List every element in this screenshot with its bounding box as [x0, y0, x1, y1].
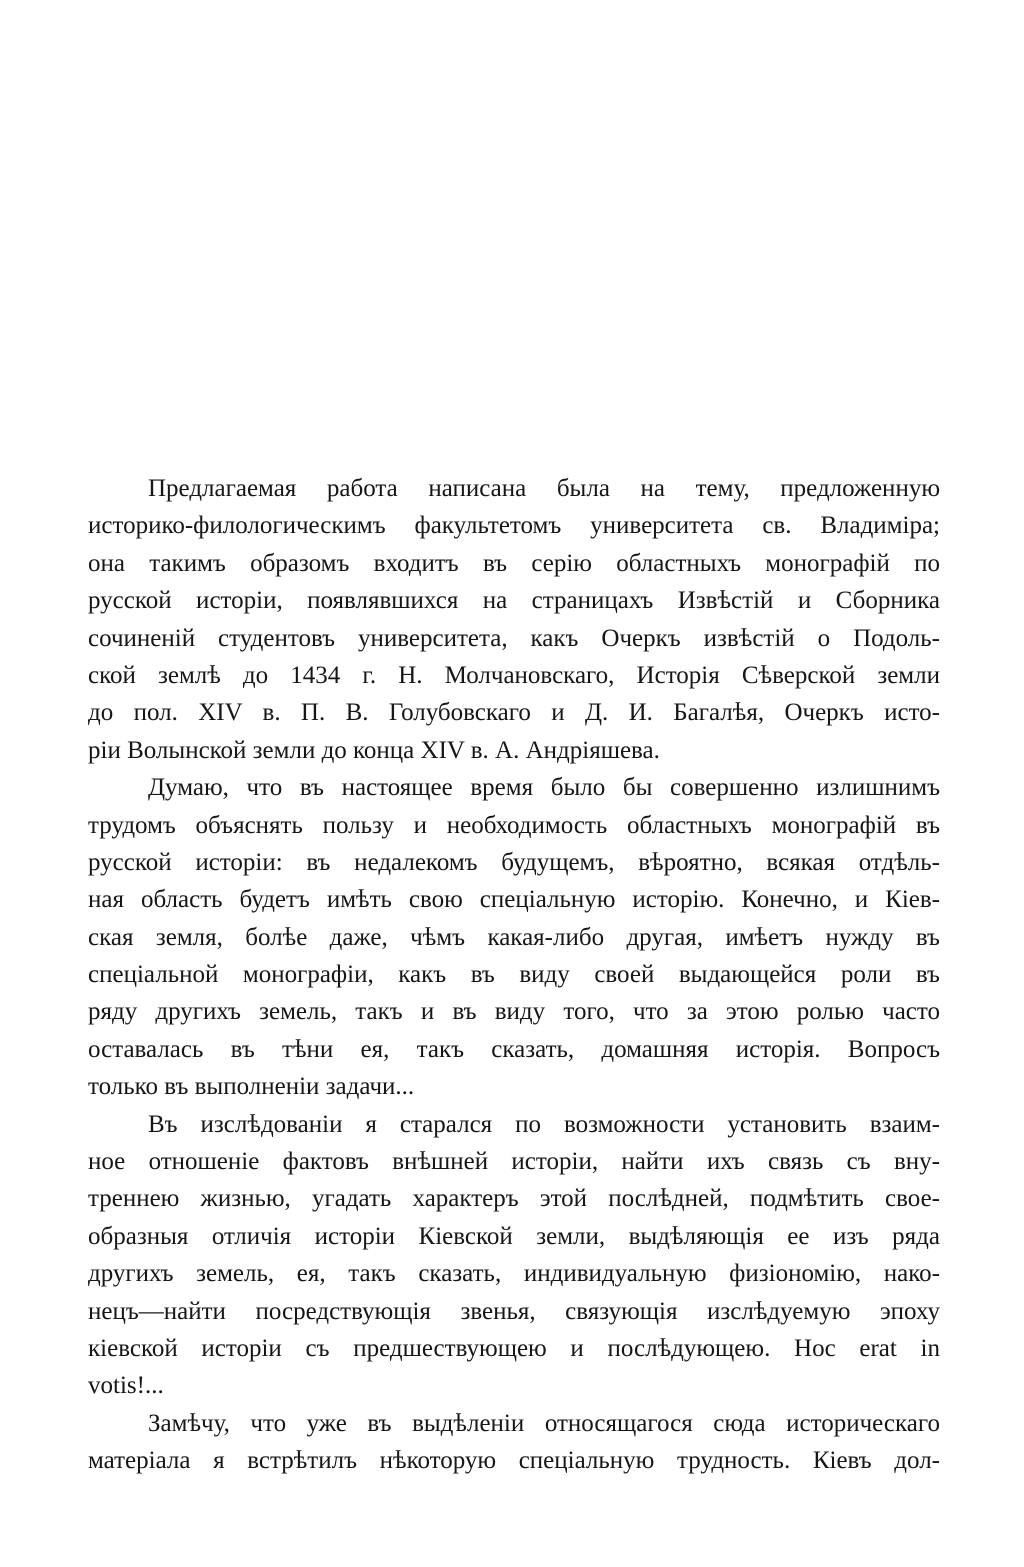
text-line: образныя отличія исторіи Кіевской земли, выдѣляющія ее изъ ряда: [88, 1222, 940, 1250]
text-line: оставалась въ тѣни ея, такъ сказать, домашняя исторія. Вопросъ: [88, 1035, 940, 1063]
text-line: кіевской исторіи съ предшествующею и послѣдующею. Hoc erat in: [88, 1334, 940, 1362]
text-line: историко-филологическимъ факультетомъ университета св. Владиміра;: [88, 512, 940, 540]
text-line: русской исторіи, появлявшихся на страницахъ Извѣстій и Сборника: [88, 587, 940, 615]
paragraph: [88, 470, 940, 769]
text-line: трудомъ объяснять пользу и необходимость областныхъ монографій въ: [88, 811, 940, 839]
paragraph: [88, 769, 940, 1106]
text-line: нецъ—найти посредствующія звенья, связующія изслѣдуемую эпоху: [88, 1297, 940, 1325]
text-line: ряду другихъ земель, такъ и въ виду того, что за этою ролью часто: [88, 998, 940, 1026]
text-line: Въ изслѣдованіи я старался по возможности установить взаим-: [148, 1110, 940, 1138]
text-line: треннею жизнью, угадать характеръ этой послѣдней, подмѣтить свое-: [88, 1185, 940, 1213]
text-line: она такимъ образомъ входитъ въ серію областныхъ монографій по: [88, 549, 940, 577]
page-text-block: [88, 470, 940, 1480]
text-line: ное отношеніе фактовъ внѣшней исторіи, найти ихъ связь съ вну-: [88, 1148, 940, 1176]
text-line: ской землѣ до 1434 г. Н. Молчановскаго, Исторія Сѣверской земли: [88, 661, 940, 689]
text-line: ская земля, болѣе даже, чѣмъ какая-либо другая, имѣетъ нужду въ: [88, 923, 940, 951]
text-line: сочиненій студентовъ университета, какъ Очеркъ извѣстій о Подоль-: [88, 624, 940, 652]
text-line: русской исторіи: въ недалекомъ будущемъ, вѣроятно, всякая отдѣль-: [88, 848, 940, 876]
text-line: спеціальной монографіи, какъ въ виду своей выдающейся роли въ: [88, 961, 940, 989]
text-line: до пол. XIV в. П. В. Голубовскаго и Д. И. Багалѣя, Очеркъ исто-: [88, 699, 940, 727]
text-line: ріи Волынской земли до конца XIV в. А. Андріяшева.: [88, 736, 660, 764]
text-line: ная область будетъ имѣть свою спеціальную исторію. Конечно, и Кіев-: [88, 886, 940, 914]
text-line: Предлагаемая работа написана была на тему, предложенную: [148, 475, 940, 502]
paragraph: [88, 1405, 940, 1480]
text-line: Думаю, что въ настоящее время было бы совершенно излишнимъ: [148, 774, 940, 802]
text-line: votis!...: [88, 1372, 164, 1400]
text-line: другихъ земель, ея, такъ сказать, индивидуальную физіономію, нако-: [88, 1260, 940, 1288]
text-line: матеріала я встрѣтилъ нѣкоторую спеціальную трудность. Кіевъ дол-: [88, 1447, 940, 1475]
text-line: Замѣчу, что уже въ выдѣленіи относящагося сюда историческаго: [148, 1409, 940, 1437]
paragraph: [88, 1106, 940, 1405]
text-line: только въ выполненіи задачи...: [88, 1073, 415, 1101]
